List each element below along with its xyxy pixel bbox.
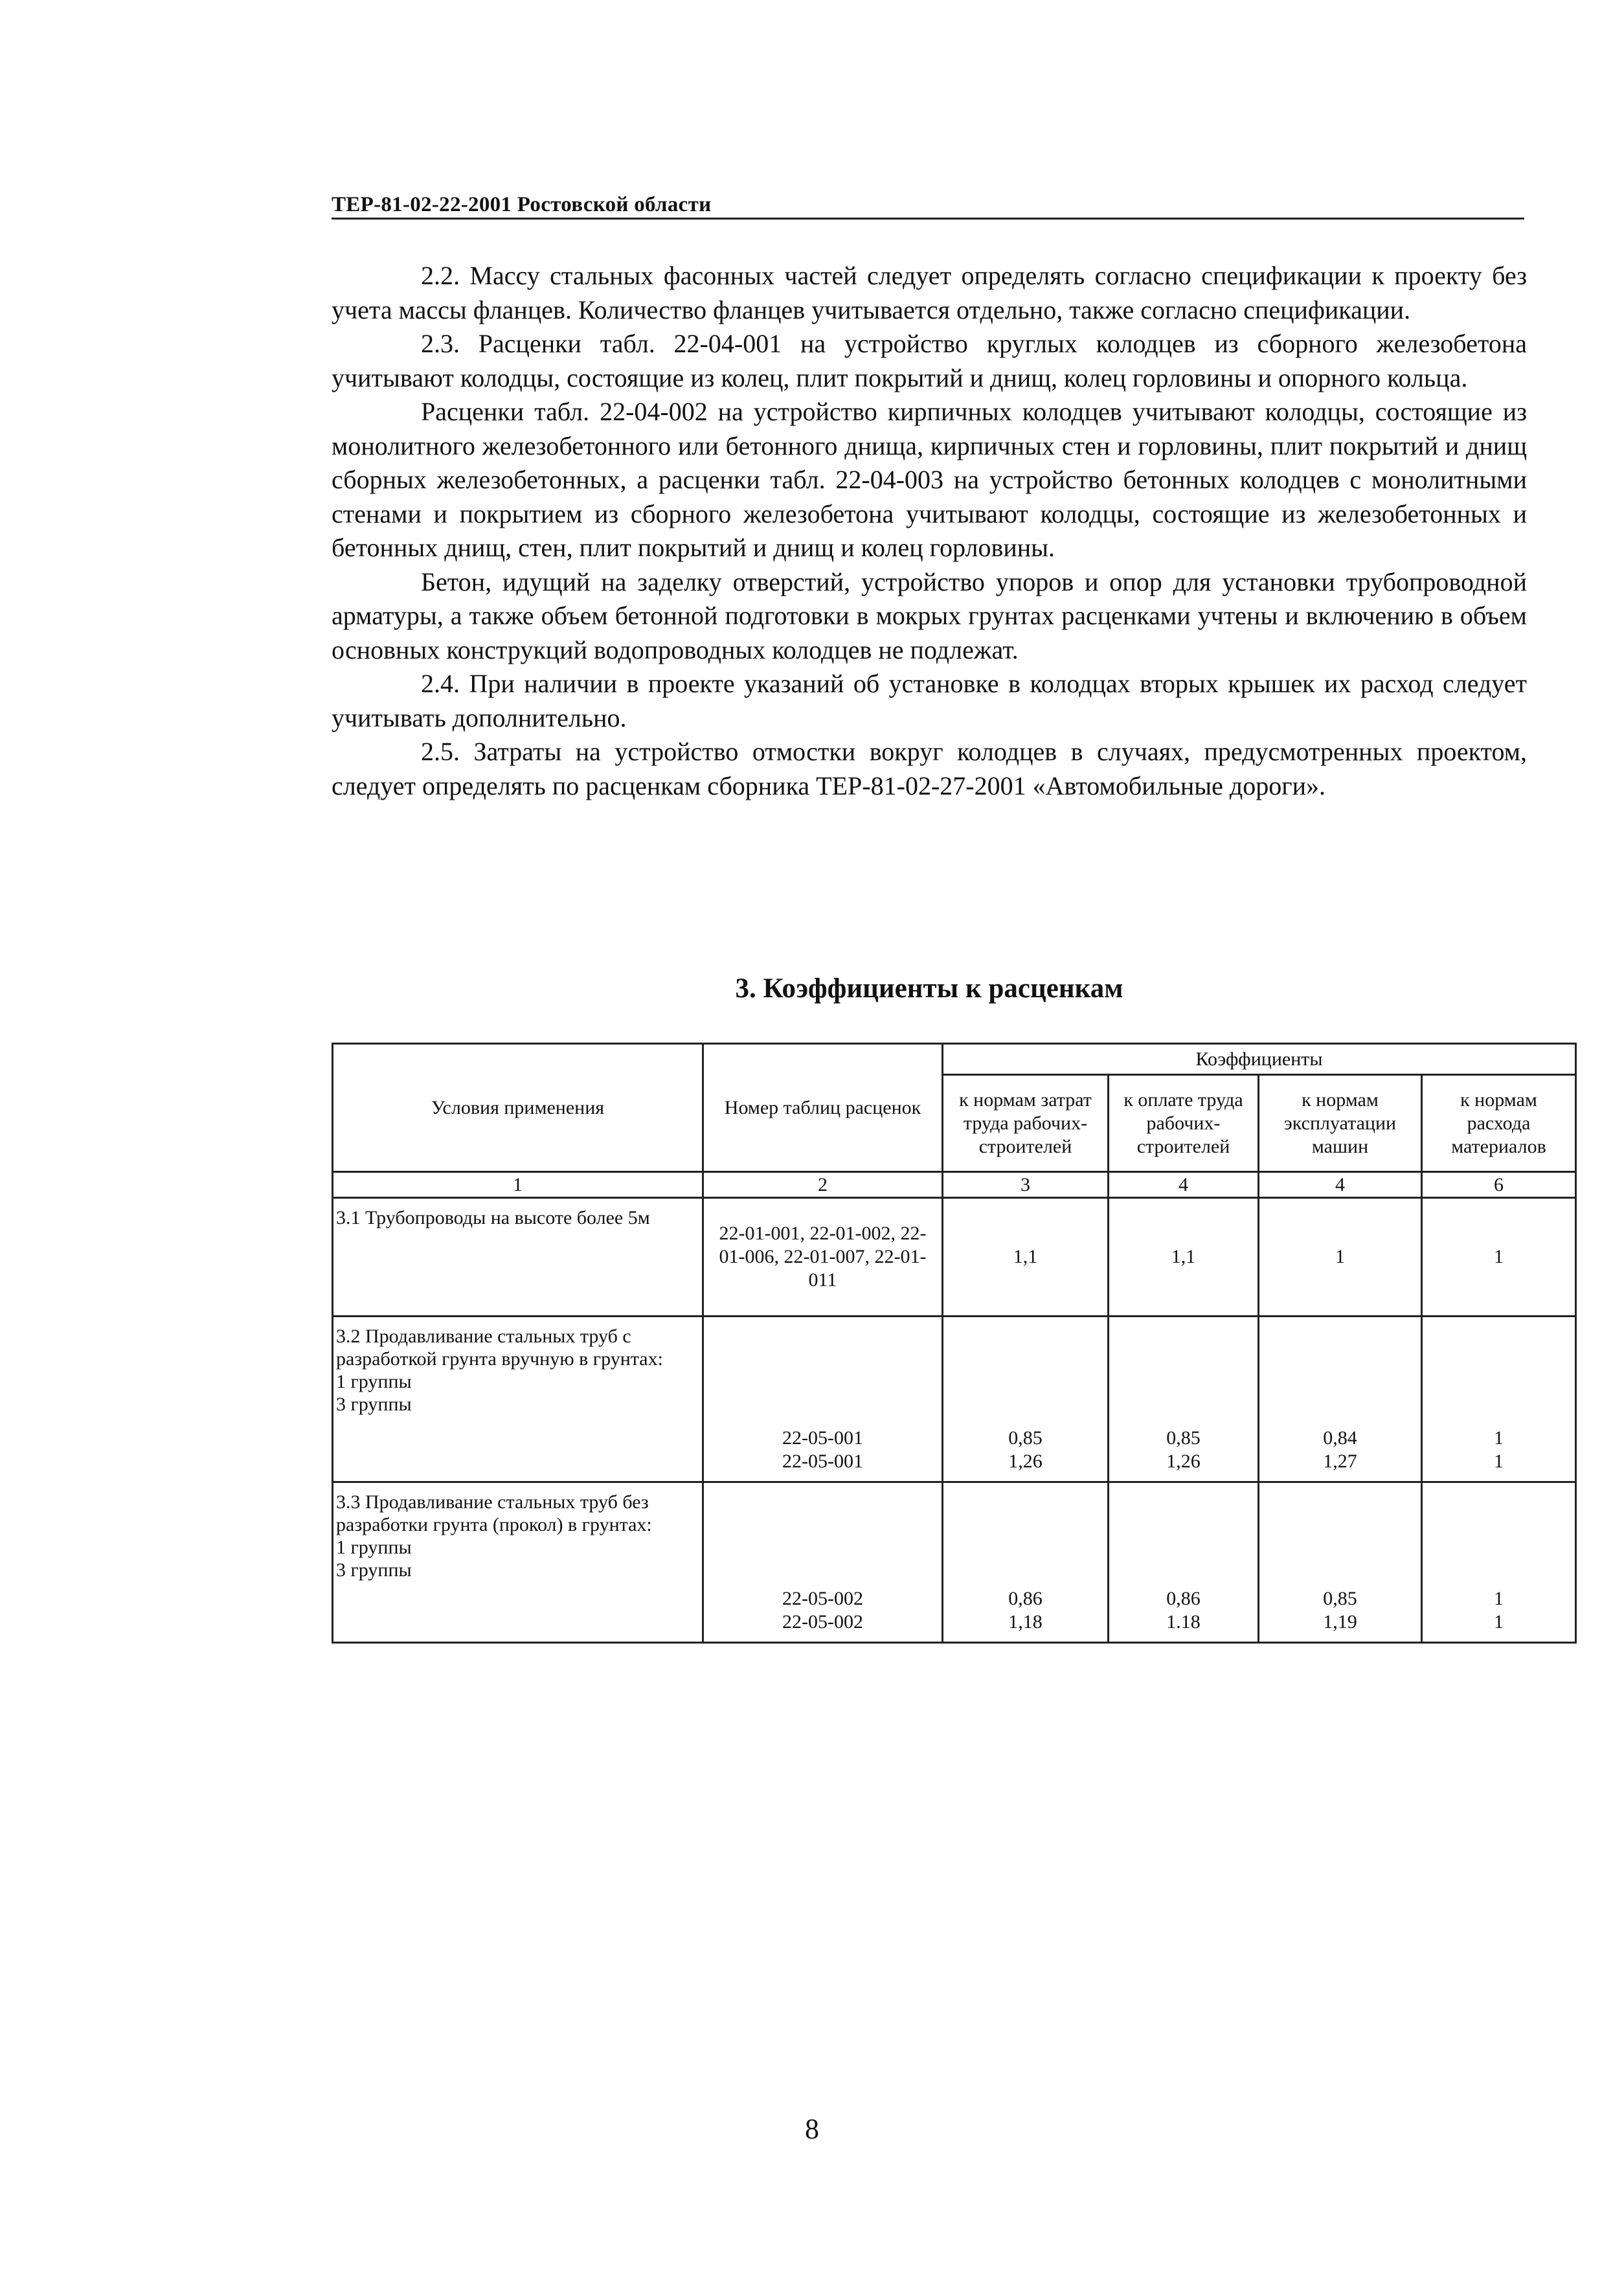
header-labor-norms: к нормам затрат труда рабочих-строителей [943, 1075, 1109, 1172]
paragraph-2-2: 2.2. Массу стальных фасонных частей следует определять согласно спецификации к проекту без учета массы фланцев. Количество фланцев учитывается отдельно, также согласно спецификации. [332, 261, 1527, 324]
table-number-group-3: 22-05-001 [782, 1451, 863, 1472]
row-condition-group-1: 1 группы [336, 1371, 412, 1392]
coef-group-3: 1.18 [1166, 1611, 1201, 1633]
row-condition [333, 1482, 703, 1643]
table-number-group-1: 22-05-001 [782, 1427, 863, 1449]
row-condition [333, 1317, 703, 1482]
header-coefficients: Коэффициенты [943, 1044, 1576, 1075]
coef-group-3: 1,26 [1166, 1451, 1201, 1472]
table-row [333, 1317, 1576, 1482]
coef-group-1: 0,84 [1323, 1427, 1357, 1449]
coef-group-3: 1,18 [1008, 1611, 1043, 1633]
row-table-numbers: 22-01-001, 22-01-002, 22-01-006, 22-01-007, 22-01-011 [703, 1198, 943, 1317]
table-number-group-3: 22-05-002 [782, 1611, 863, 1633]
coef-group-1: 0,86 [1166, 1588, 1201, 1609]
coef-group-3: 1,19 [1323, 1611, 1357, 1633]
row-coef-labor-pay [1109, 1317, 1259, 1482]
paragraph-2-3: 2.3. Расценки табл. 22-04-001 на устройство круглых колодцев из сборного железобетона учитывают колодцы, состоящие из колец, плит покрытий и днищ, колец горловины и опорного кольца. [332, 329, 1527, 392]
coef-group-1: 1 [1494, 1588, 1504, 1609]
column-number-row [333, 1172, 1576, 1198]
table-row [333, 1198, 1576, 1317]
header-conditions: Условия применения [333, 1044, 703, 1172]
row-condition-group-3: 3 группы [336, 1559, 412, 1581]
row-condition-group-1: 1 группы [336, 1537, 412, 1558]
coefficients-table [332, 1043, 1577, 1644]
body-text [332, 259, 1527, 803]
section-title: 3. Коэффициенты к расценкам [735, 973, 1123, 1004]
table-header-row [333, 1044, 1576, 1075]
column-number: 4 [1109, 1172, 1259, 1198]
header-material-norms: к нормам расхода материалов [1422, 1075, 1576, 1172]
row-coef-labor-norms [943, 1482, 1109, 1643]
coef-group-1: 0,85 [1323, 1588, 1357, 1609]
coef-group-1: 0,85 [1008, 1427, 1043, 1449]
row-coef-machines [1259, 1482, 1422, 1643]
header-table-numbers: Номер таблиц расценок [703, 1044, 943, 1172]
row-coef-labor-pay: 1,1 [1109, 1198, 1259, 1317]
column-number: 2 [703, 1172, 943, 1198]
paragraph-2-4: 2.4. При наличии в проекте указаний об установке в колодцах вторых крышек их расход следует учитывать дополнительно. [332, 669, 1527, 732]
table-row [333, 1482, 1576, 1643]
paragraph-concrete: Бетон, идущий на заделку отверстий, устройство упоров и опор для установки трубопроводной арматуры, а также объем бетонной подготовки в мокрых грунтах расценками учтены и включению в объем основных конструкций водопроводных колодцев не подлежат. [332, 567, 1527, 664]
coef-group-1: 0,86 [1008, 1588, 1043, 1609]
row-coef-labor-norms: 1,1 [943, 1198, 1109, 1317]
header-labor-pay: к оплате труда рабочих-строителей [1109, 1075, 1259, 1172]
row-condition-text: 3.2 Продавливание стальных труб с разработкой грунта вручную в грунтах: [336, 1326, 663, 1370]
paragraph-table-22-04-002: Расценки табл. 22-04-002 на устройство кирпичных колодцев учитывают колодцы, состоящие из монолитного железобетонного или бетонного днища, кирпичных стен и горловины, плит покрытий и днищ сборных железобетонных, а расценки табл. 22-04-003 на устройство бетонных колодцев с монолитными стенами и покрытием из сборного железобетона учитывают колодцы, состоящие из железобетонных и бетонных днищ, стен, плит покрытий и днищ и колец горловины. [332, 397, 1527, 562]
header-machine-norms: к нормам эксплуатации машин [1259, 1075, 1422, 1172]
row-table-numbers [703, 1482, 943, 1643]
row-table-numbers [703, 1317, 943, 1482]
row-coef-machines: 1 [1259, 1198, 1422, 1317]
column-number: 3 [943, 1172, 1109, 1198]
coef-group-3: 1,26 [1008, 1451, 1043, 1472]
row-condition: 3.1 Трубопроводы на высоте более 5м [333, 1198, 703, 1317]
row-coef-materials [1422, 1317, 1576, 1482]
coef-group-3: 1 [1494, 1451, 1504, 1472]
coef-group-1: 0,85 [1166, 1427, 1201, 1449]
row-coef-labor-pay [1109, 1482, 1259, 1643]
row-condition-text: 3.3 Продавливание стальных труб без разработки грунта (прокол) в грунтах: [336, 1491, 652, 1535]
row-condition-group-3: 3 группы [336, 1394, 412, 1415]
paragraph-2-5: 2.5. Затраты на устройство отмостки вокруг колодцев в случаях, предусмотренных проектом, следует определять по расценкам сборника ТЕР-81-02-27-2001 «Автомобильные дороги». [332, 737, 1527, 800]
row-coef-machines [1259, 1317, 1422, 1482]
row-coef-materials [1422, 1482, 1576, 1643]
coef-group-3: 1 [1494, 1611, 1504, 1633]
coef-group-3: 1,27 [1323, 1451, 1357, 1472]
page-number: 8 [805, 2113, 819, 2145]
column-number: 4 [1259, 1172, 1422, 1198]
column-number: 1 [333, 1172, 703, 1198]
row-coef-labor-norms [943, 1317, 1109, 1482]
row-coef-materials: 1 [1422, 1198, 1576, 1317]
coef-group-1: 1 [1494, 1427, 1504, 1449]
column-number: 6 [1422, 1172, 1576, 1198]
document-header: ТЕР-81-02-22-2001 Ростовской области [332, 192, 1524, 220]
table-number-group-1: 22-05-002 [782, 1588, 863, 1609]
